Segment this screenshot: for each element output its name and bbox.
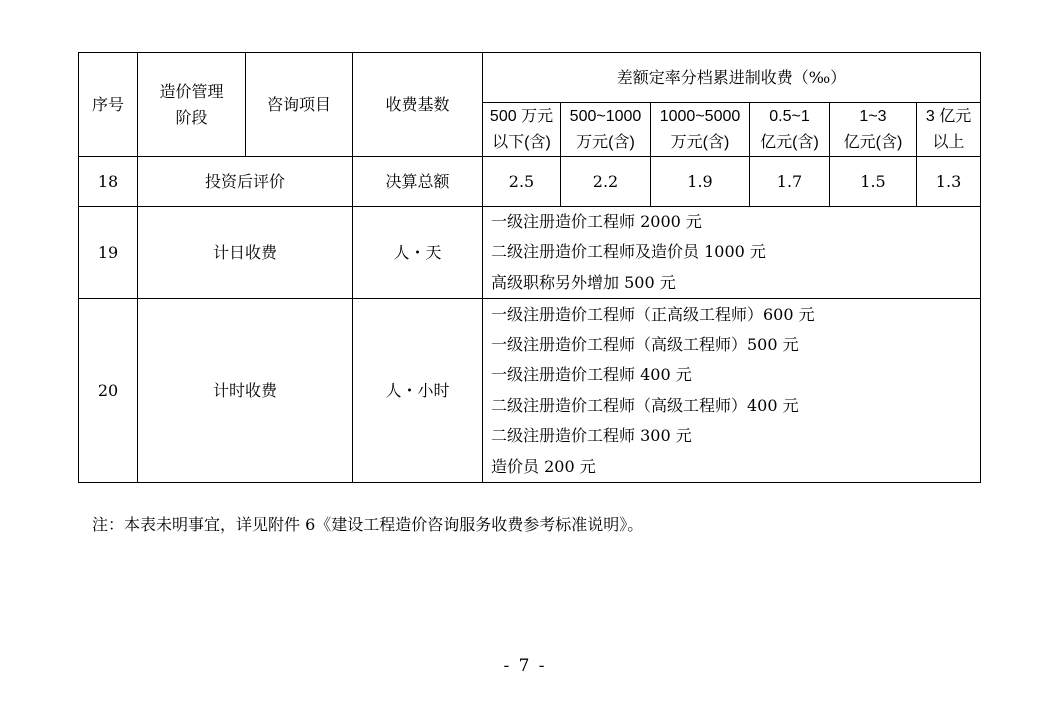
row-seq: 20: [79, 299, 138, 483]
row-base: 决算总额: [353, 157, 483, 207]
rate-cell: 1.5: [830, 157, 917, 207]
detail-line: 一级注册造价工程师 2000 元: [491, 212, 702, 231]
table-row: [79, 207, 981, 299]
row-seq: 19: [79, 207, 138, 299]
page-number: - 7 -: [503, 656, 547, 676]
header-row-1: [79, 53, 981, 103]
tier-header: 3 亿元 以上: [917, 103, 981, 157]
row-project: 计时收费: [138, 299, 353, 483]
tier-header: 1000~5000 万元(含): [651, 103, 750, 157]
header-project: 咨询项目: [246, 53, 353, 157]
tier-header: 500 万元 以下(含): [483, 103, 561, 157]
detail-line: 二级注册造价工程师及造价员 1000 元: [491, 242, 766, 262]
footnote: 注：本表未明事宜，详见附件 6《建设工程造价咨询服务收费参考标准说明》。: [92, 515, 644, 534]
row-base: 人・天: [353, 207, 483, 299]
rate-cell: 2.2: [561, 157, 651, 207]
rate-cell: 2.5: [483, 157, 561, 207]
tier-header: 0.5~1 亿元(含): [750, 103, 830, 157]
detail-line: 一级注册造价工程师（高级工程师）500 元: [491, 334, 799, 354]
table-row: [79, 299, 981, 483]
detail-line: 一级注册造价工程师（正高级工程师）600 元: [491, 304, 815, 324]
detail-line: 高级职称另外增加 500 元: [491, 272, 676, 292]
detail-cell: [483, 299, 981, 483]
header-stage: 造价管理 阶段: [138, 53, 246, 157]
detail-line: 二级注册造价工程师（高级工程师）400 元: [491, 395, 799, 415]
row-project: 计日收费: [138, 207, 353, 299]
row-base: 人・小时: [353, 299, 483, 483]
table-row: [79, 157, 981, 207]
detail-line: 二级注册造价工程师 300 元: [491, 426, 692, 446]
header-base: 收费基数: [353, 53, 483, 157]
row-project: 投资后评价: [138, 157, 353, 207]
detail-cell: [483, 207, 981, 299]
header-seq: 序号: [79, 53, 138, 157]
tier-header: 500~1000 万元(含): [561, 103, 651, 157]
row-seq: 18: [79, 157, 138, 207]
rate-cell: 1.3: [917, 157, 981, 207]
rate-cell: 1.9: [651, 157, 750, 207]
tier-header: 1~3 亿元(含): [830, 103, 917, 157]
detail-line: 一级注册造价工程师 400 元: [491, 365, 692, 385]
rate-cell: 1.7: [750, 157, 830, 207]
fee-table: [78, 52, 981, 483]
header-tiered-title: 差额定率分档累进制收费（‰）: [483, 53, 981, 103]
detail-line: 造价员 200 元: [491, 456, 596, 476]
